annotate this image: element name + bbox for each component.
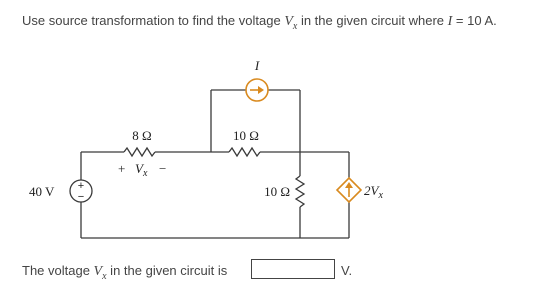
answer-prefix: The voltage	[22, 263, 94, 278]
dependent-source-coef: 2V	[364, 183, 379, 198]
question-current-symbol: I	[447, 14, 453, 29]
voltage-source	[70, 180, 92, 203]
resistor-10ohm-shunt-label: 10 Ω	[264, 184, 290, 199]
answer-suffix: in the given circuit is	[106, 263, 228, 278]
question-current-value: = 10 A.	[452, 13, 497, 28]
vx-minus: −	[159, 161, 167, 176]
vx-label-sub: x	[142, 168, 148, 179]
answer-input[interactable]	[251, 259, 335, 279]
answer-var	[93, 264, 107, 282]
resistor-8ohm-label: 8 Ω	[132, 128, 152, 143]
dependent-source-label	[364, 183, 383, 201]
resistor-10ohm-series-shape	[229, 148, 260, 156]
vx-label	[135, 161, 148, 179]
answer-var-sub: x	[102, 270, 107, 282]
answer-unit: V.	[341, 263, 353, 278]
dependent-source-sub: x	[378, 190, 383, 201]
answer-prompt	[22, 263, 227, 282]
current-source	[246, 79, 268, 101]
voltage-source-minus: −	[77, 191, 85, 203]
resistor-10ohm-series-label: 10 Ω	[233, 128, 259, 143]
question-suffix: in the given circuit where	[297, 13, 448, 28]
voltage-source-label: 40 V	[29, 184, 55, 199]
resistor-10ohm-shunt-shape	[296, 176, 304, 207]
question-var-sub: x	[292, 20, 298, 32]
question-var-main: V	[284, 14, 293, 29]
answer-var-main: V	[93, 264, 103, 279]
vx-label-main: V	[135, 161, 143, 176]
voltage-source-plus: +	[77, 180, 85, 192]
vx-plus: +	[118, 161, 126, 176]
resistor-8ohm-shape	[124, 148, 155, 156]
question-prefix: Use source transformation to find the voltage	[22, 13, 285, 28]
dependent-source	[337, 178, 361, 202]
source-current-label: I	[254, 58, 260, 73]
